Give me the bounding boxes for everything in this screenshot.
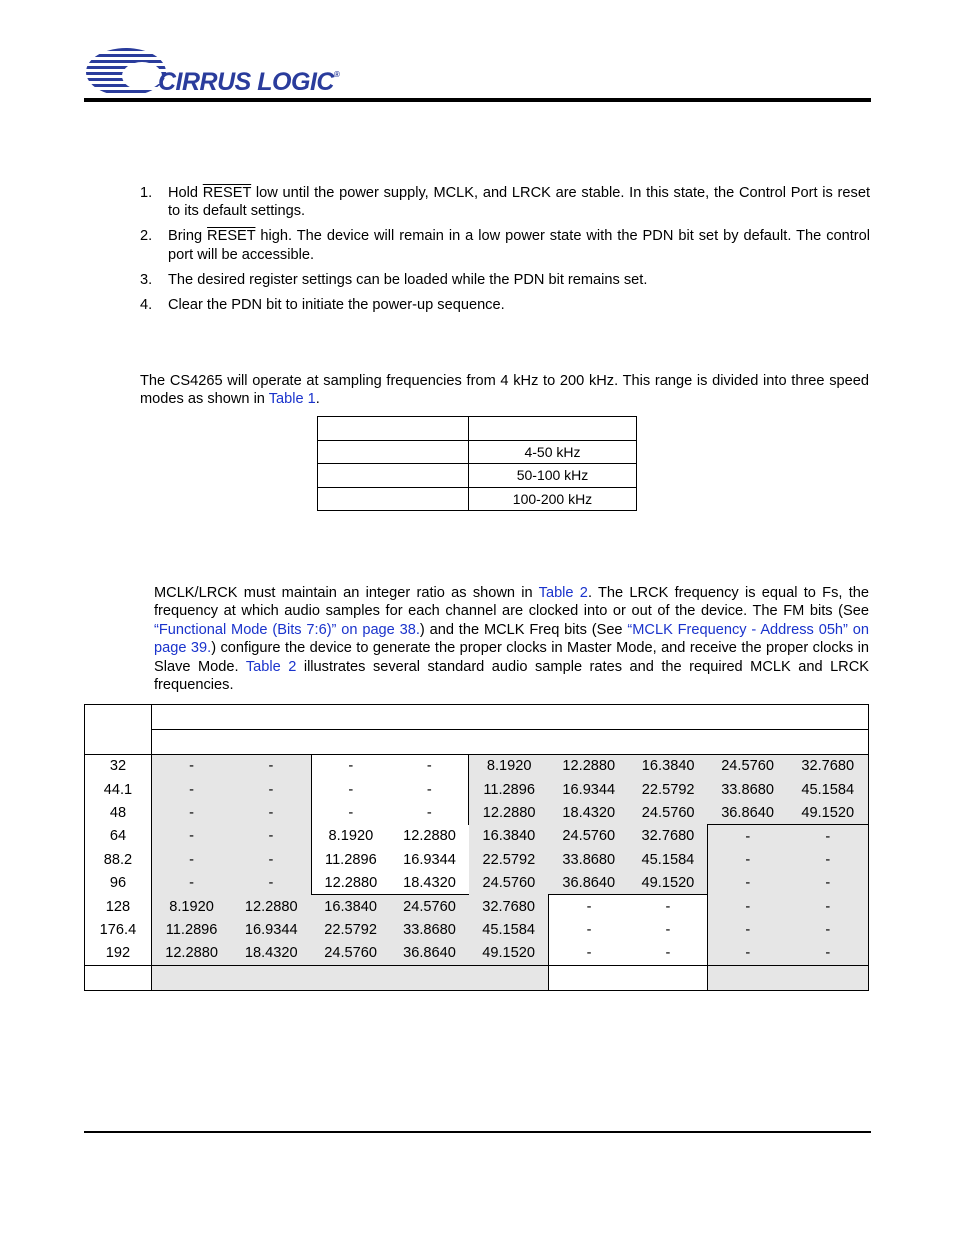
functional-mode-link[interactable]: “Functional Mode (Bits 7:6)” on page 38.: [154, 621, 420, 638]
power-up-steps: [140, 184, 870, 320]
table-footer-row: [85, 965, 869, 990]
table-row: 96 - - 12.2880 18.4320 24.5760 36.8640 49.1520 - -: [85, 871, 869, 894]
table-row: 48 - - - - 12.2880 18.4320 24.5760 36.8640 49.1520: [85, 801, 869, 824]
table-header-row: [85, 730, 869, 755]
clock-ratio-paragraph: MCLK/LRCK must maintain an integer ratio as shown in Table 2. The LRCK frequency is equal to Fs, the frequency at which audio samples for each channel are clocked into or out of the device. The FM bits (See “Functional Mode (Bits 7:6)” on page 38.) and the MCLK Freq bits (See “MCLK Frequency - Address 05h” on page 39.) configure the device to generate the proper clocks in Master Mode, and receive the proper clocks in Slave Mode. Table 2 illustrates several standard audio sample rates and the required MCLK and LRCK frequencies.: [154, 585, 869, 694]
table-row: 128 8.1920 12.2880 16.3840 24.5760 32.7680 - - - -: [85, 895, 869, 918]
table-row: 44.1 - - - - 11.2896 16.9344 22.5792 33.8680 45.1584: [85, 778, 869, 801]
table-2-link[interactable]: Table 2: [538, 585, 588, 601]
table-header-row: [85, 705, 869, 730]
table-row: 4-50 kHz: [318, 440, 637, 464]
mclk-frequency-table: [84, 704, 869, 991]
table-row: 64 - - 8.1920 12.2880 16.3840 24.5760 32.7680 - -: [85, 825, 869, 848]
table-row: 192 12.2880 18.4320 24.5760 36.8640 49.1520 - - - -: [85, 942, 869, 965]
table-1-link[interactable]: Table 1: [268, 391, 316, 408]
list-item: 2. Bring RESET high. The device will remain in a low power state with the PDN bit set by default. The control port will be accessible.: [140, 228, 871, 263]
mclk-frequency-link[interactable]: “MCLK Frequency - Address 05h” on page 39.: [154, 621, 869, 657]
table-row: 176.4 11.2896 16.9344 22.5792 33.8680 45.1584 - - - -: [85, 918, 869, 941]
logo-wordmark: CIRRUS LOGIC®: [158, 68, 340, 96]
table-row: 50-100 kHz: [318, 464, 637, 488]
speed-mode-paragraph: The CS4265 will operate at sampling frequencies from 4 kHz to 200 kHz. This range is divided into three speed modes as shown in Table 1.: [140, 373, 869, 408]
list-item: 3. The desired register settings can be loaded while the PDN bit remains set.: [140, 271, 648, 288]
table-row: 32 - - - - 8.1920 12.2880 16.3840 24.5760 32.7680: [85, 755, 869, 778]
header-rule: [84, 98, 871, 102]
list-item: 1. Hold RESET low until the power supply, MCLK, and LRCK are stable. In this state, the Control Port is reset to its default settings.: [140, 185, 870, 220]
table-row: 100-200 kHz: [318, 487, 637, 511]
footer-rule: [84, 1131, 871, 1133]
table-row: [318, 417, 637, 441]
table-row: 88.2 - - 11.2896 16.9344 22.5792 33.8680 45.1584 - -: [85, 848, 869, 871]
reset-signal: RESET: [202, 185, 252, 201]
reset-signal: RESET: [207, 228, 256, 245]
list-item: 4. Clear the PDN bit to initiate the power-up sequence.: [140, 296, 505, 313]
table-2-link[interactable]: Table 2: [245, 658, 297, 675]
speed-mode-table: [317, 416, 637, 511]
